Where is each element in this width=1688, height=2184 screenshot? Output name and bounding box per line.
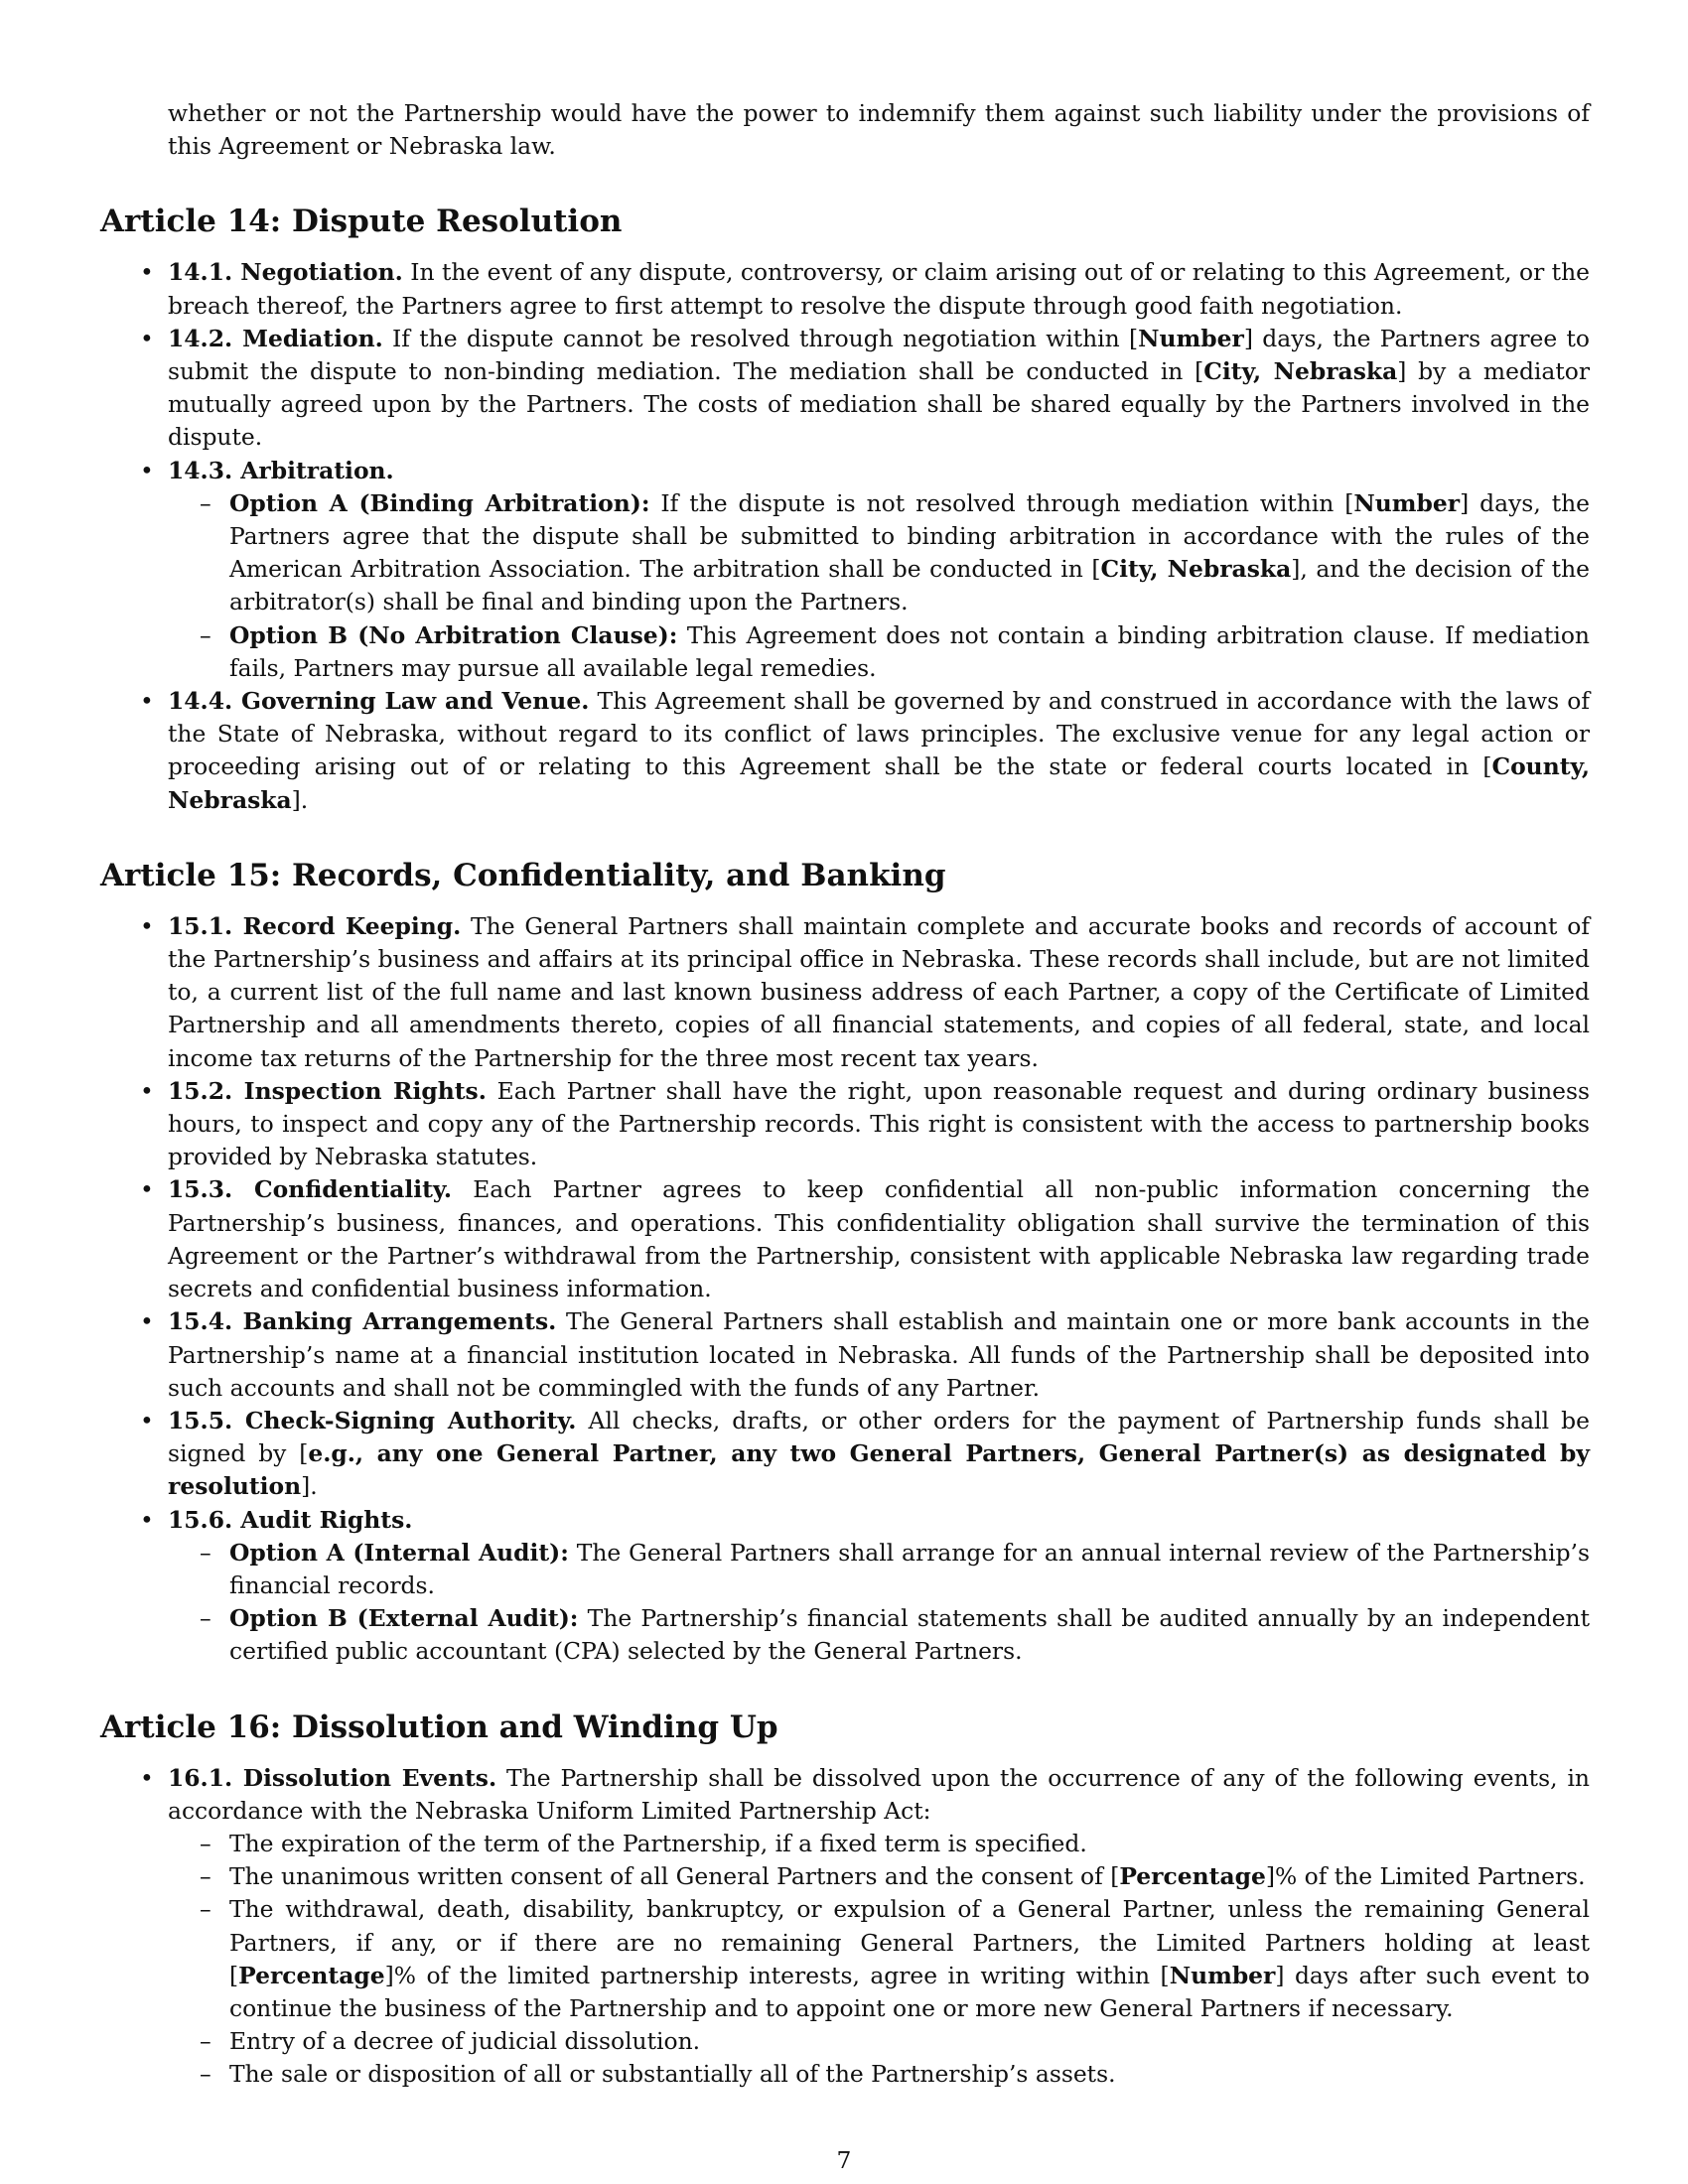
section-heading: 16.1. Dissolution Events.: [168, 1763, 497, 1792]
option-a-binding-arbitration: [229, 487, 1590, 619]
option-b-no-arbitration: [229, 619, 1590, 685]
section-text: ] days, the Partners agree to submit the dispute to non-binding mediation. The mediation shall be conducted in [: [168, 324, 1590, 386]
option-b-external-audit: [229, 1602, 1590, 1668]
section-text: All checks, drafts, or other orders for the payment of Partnership funds shall be signed by [: [168, 1406, 1590, 1468]
option-text: ] days, the Partners agree that the dispute shall be submitted to binding arbitration in accordance with the rules of the American Arbitration Association. The arbitration shall be conducted in [: [229, 488, 1590, 584]
placeholder-field: Percentage: [1119, 1862, 1266, 1891]
section-14-2: [168, 323, 1590, 455]
section-text: Each Partner agrees to keep confidential all non-public information concerning the Partnership’s business, finances, and operations. This confidentiality obligation shall survive the termination of this Agreement or the Partner’s withdrawal from the Partnership, consistent with applicable Nebraska law regarding trade secrets and confidential business information.: [168, 1175, 1591, 1303]
placeholder-field: Number: [1353, 488, 1461, 517]
section-heading: 15.3. Confidentiality.: [168, 1175, 452, 1204]
option-a-internal-audit: [229, 1537, 1590, 1602]
dissolution-event: – The sale or disposition of all or substantially all of the Partnership’s assets.: [229, 2058, 1590, 2091]
dissolution-event: [229, 1860, 1590, 1893]
section-15-6: [168, 1504, 1590, 1669]
option-heading: Option A (Binding Arbitration):: [229, 488, 650, 517]
event-text: The withdrawal, death, disability, bankruptcy, or expulsion of a General Partner, unless the remaining General Partners, if any, or if there are no remaining General Partners, the Limited Partners holding at least [: [229, 1895, 1590, 1989]
audit-options: [168, 1537, 1590, 1669]
section-heading: 14.1. Negotiation.: [168, 258, 403, 287]
section-heading: 14.2. Mediation.: [168, 324, 383, 352]
dissolution-events: [168, 1828, 1590, 2092]
placeholder-field: City, Nebraska: [1203, 357, 1398, 386]
section-15-3: [168, 1173, 1590, 1305]
section-text: The Partnership shall be dissolved upon the occurrence of any of the following events, in accordance with the Nebraska Uniform Limited Partnership Act:: [168, 1763, 1590, 1825]
section-heading: 15.5. Check-Signing Authority.: [168, 1406, 577, 1434]
article-14-heading: Article 14: Dispute Resolution: [100, 204, 623, 240]
section-15-1: [168, 910, 1590, 1075]
continued-paragraph: whether or not the Partnership would have the power to indemnify them against such liability under the provisions of this Agreement or Nebraska law.: [168, 99, 1590, 161]
article-15-heading: Article 15: Records, Confidentiality, and Banking: [100, 857, 946, 893]
section-14-1: [168, 256, 1590, 322]
dissolution-event: – The expiration of the term of the Partnership, if a fixed term is specified.: [229, 1828, 1590, 1860]
page-content: [100, 97, 1590, 2092]
placeholder-field: City, Nebraska: [1100, 555, 1292, 584]
section-text: ] by a mediator mutually agreed upon by the Partners. The costs of mediation shall be shared equally by the Partners involved in the dispute.: [168, 357, 1591, 452]
dissolution-event: [229, 1893, 1590, 2025]
section-text: The General Partners shall maintain complete and accurate books and records of account of the Partnership’s business and affairs at its principal office in Nebraska. These records shall include, but are not limited to, a current list of the full name and last known business address of each Partner, a copy of the Certificate of Limited Partnership and all amendments thereto, copies of all financial statements, and copies of all federal, state, and local income tax returns of the Partnership for the three most recent tax years.: [168, 911, 1590, 1072]
section-text: This Agreement shall be governed by and construed in accordance with the laws of the State of Nebraska, without regard to its conflict of laws principles. The exclusive venue for any legal action or proceeding arising out of or relating to this Agreement shall be the state or federal courts located in [: [168, 687, 1590, 781]
dissolution-event: – Entry of a decree of judicial dissolution.: [229, 2025, 1590, 2058]
section-14-3: [168, 455, 1590, 685]
event-text: ]% of the Limited Partners.: [1265, 1862, 1586, 1891]
arbitration-options: [168, 487, 1590, 685]
section-heading: 14.3. Arbitration.: [168, 456, 394, 484]
section-15-4: [168, 1305, 1590, 1405]
option-heading: Option B (External Audit):: [229, 1604, 579, 1633]
event-text: The unanimous written consent of all General Partners and the consent of [: [229, 1862, 1120, 1891]
placeholder-field: e.g., any one General Partner, any two General Partners, General Partner(s) as designated by resolution: [168, 1439, 1590, 1501]
placeholder-field: Number: [1169, 1961, 1276, 1989]
option-text: The General Partners shall arrange for an annual internal review of the Partnership’s financial records.: [229, 1538, 1590, 1599]
option-heading: Option B (No Arbitration Clause):: [229, 620, 678, 649]
option-text: ], and the decision of the arbitrator(s) shall be final and binding upon the Partners.: [229, 555, 1590, 616]
section-text: The General Partners shall establish and maintain one or more bank accounts in the Partnership’s name at a financial institution located in Nebraska. All funds of the Partnership shall be deposited into such accounts and shall not be commingled with the funds of any Partner.: [168, 1307, 1590, 1402]
section-text: ].: [291, 785, 309, 814]
option-text: This Agreement does not contain a binding arbitration clause. If mediation fails, Partners may pursue all available legal remedies.: [229, 620, 1590, 682]
section-text: If the dispute cannot be resolved through negotiation within [: [382, 324, 1139, 352]
placeholder-field: Percentage: [238, 1961, 385, 1989]
placeholder-field: County, Nebraska: [168, 752, 1590, 814]
article-16-list: [100, 1762, 1590, 2092]
placeholder-field: Number: [1138, 324, 1244, 352]
option-heading: Option A (Internal Audit):: [229, 1538, 569, 1567]
section-heading: 15.6. Audit Rights.: [168, 1505, 413, 1534]
section-15-2: [168, 1075, 1590, 1174]
page-number: 7: [836, 2146, 852, 2174]
section-15-5: [168, 1405, 1590, 1504]
option-text: The Partnership’s financial statements shall be audited annually by an independent certified public accountant (CPA) selected by the General Partners.: [229, 1604, 1591, 1666]
article-15-list: [100, 910, 1590, 1669]
article-14-list: [100, 256, 1590, 816]
section-heading: 15.2. Inspection Rights.: [168, 1076, 487, 1105]
option-text: If the dispute is not resolved through mediation within [: [649, 488, 1354, 517]
event-text: ]% of the limited partnership interests, agree in writing within [: [384, 1961, 1170, 1989]
section-heading: 15.1. Record Keeping.: [168, 911, 462, 940]
section-text: ].: [301, 1472, 318, 1501]
article-16-heading: Article 16: Dissolution and Winding Up: [100, 1708, 778, 1745]
section-16-1: [168, 1762, 1590, 2092]
section-text: Each Partner shall have the right, upon reasonable request and during ordinary business hours, to inspect and copy any of the Partnership records. This right is consistent with the access to partnership books provided by Nebraska statutes.: [168, 1076, 1590, 1171]
section-heading: 15.4. Banking Arrangements.: [168, 1307, 557, 1336]
section-14-4: [168, 685, 1590, 817]
section-heading: 14.4. Governing Law and Venue.: [168, 687, 590, 716]
event-text: ] days after such event to continue the business of the Partnership and to appoint one or more new General Partners if necessary.: [229, 1961, 1590, 2022]
section-text: In the event of any dispute, controversy, or claim arising out of or relating to this Agreement, or the breach thereof, the Partners agree to first attempt to resolve the dispute through good faith negotiation.: [168, 258, 1590, 320]
